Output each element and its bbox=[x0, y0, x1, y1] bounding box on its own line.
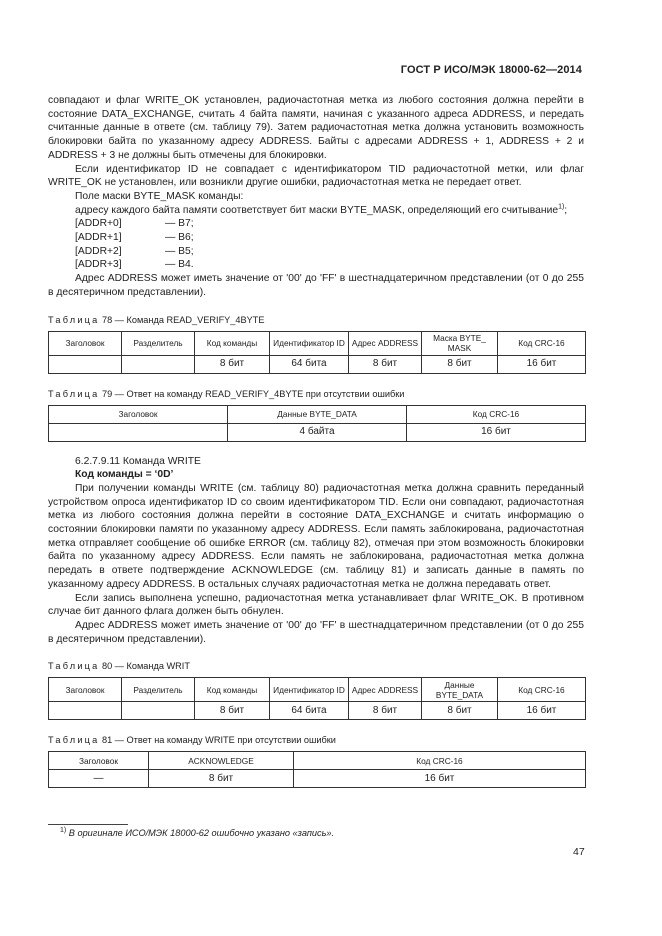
table-78 bbox=[48, 331, 586, 374]
table-header-cell: Разделитель bbox=[122, 678, 195, 702]
table-header-row bbox=[49, 752, 586, 770]
table-header-cell: Код CRC-16 bbox=[294, 752, 586, 770]
paragraph: Если идентификатор ID не совпадает с идентификатором TID радиочастотной метки, или флаг WRITE_OK не установлен, или возникли другие ошибки, радиочастотная метка не передает ответ. bbox=[48, 163, 584, 189]
table-header-cell: Адрес ADDRESS bbox=[349, 331, 422, 355]
table-caption-text: 79 — Ответ на команду READ_VERIFY_4BYTE при отсутствии ошибки bbox=[99, 388, 405, 399]
table-caption bbox=[48, 314, 584, 326]
table-79 bbox=[48, 405, 586, 442]
table-header-cell: Код CRC-16 bbox=[498, 331, 586, 355]
table-header-cell: Код команды bbox=[195, 678, 270, 702]
table-caption-text: 81 — Ответ на команду WRITE при отсутствии ошибки bbox=[99, 735, 336, 746]
table-header-row bbox=[49, 405, 586, 423]
table-cell bbox=[49, 423, 228, 441]
table-cell bbox=[122, 702, 195, 720]
table-cell bbox=[49, 355, 122, 373]
table-cell: 64 бита bbox=[270, 355, 349, 373]
table-cell bbox=[122, 355, 195, 373]
document-header: ГОСТ Р ИСО/МЭК 18000-62—2014 bbox=[400, 64, 582, 76]
paragraph: Поле маски BYTE_MASK команды: bbox=[75, 190, 244, 202]
table-cell: 4 байта bbox=[228, 423, 407, 441]
table-row bbox=[49, 770, 586, 788]
address-bit: — B6; bbox=[165, 232, 194, 244]
footnote bbox=[60, 828, 334, 838]
table-caption bbox=[48, 660, 584, 672]
table-cell: 16 бит bbox=[498, 702, 586, 720]
address-label: [ADDR+0] bbox=[75, 218, 122, 230]
page-number: 47 bbox=[573, 846, 585, 858]
table-cell: 64 бита bbox=[270, 702, 349, 720]
table-header-cell: Идентификатор ID bbox=[270, 678, 349, 702]
table-caption-prefix: Таблица bbox=[48, 735, 100, 746]
address-row bbox=[48, 245, 584, 259]
table-header-cell: Разделитель bbox=[122, 331, 195, 355]
table-cell: 16 бит bbox=[407, 423, 586, 441]
table-header-cell: Заголовок bbox=[49, 331, 122, 355]
address-label: [ADDR+2] bbox=[75, 245, 122, 257]
address-bit: — B4. bbox=[165, 259, 194, 271]
address-row bbox=[48, 258, 584, 272]
address-label: [ADDR+1] bbox=[75, 232, 122, 244]
table-caption-prefix: Таблица bbox=[48, 388, 100, 399]
command-code: Код команды = ‘0D’ bbox=[75, 469, 174, 481]
table-row bbox=[49, 423, 586, 441]
table-caption bbox=[48, 734, 584, 746]
address-list bbox=[48, 217, 584, 272]
table-header-row bbox=[49, 331, 586, 355]
table-81 bbox=[48, 751, 586, 788]
footnote-ref[interactable]: 1) bbox=[558, 203, 565, 211]
table-cell: 8 бит bbox=[349, 355, 422, 373]
table-header-row bbox=[49, 678, 586, 702]
paragraph: Если запись выполнена успешно, радиочастотная метка устанавливает флаг WRITE_OK. В противном случае бит данного флага должен быть обнулен. bbox=[48, 592, 584, 618]
table-header-cell: Данные BYTE_DATA bbox=[228, 405, 407, 423]
table-header-cell: Адрес ADDRESS bbox=[349, 678, 422, 702]
address-row bbox=[48, 217, 584, 231]
table-cell: — bbox=[49, 770, 149, 788]
table-header-cell: Данные BYTE_DATA bbox=[422, 678, 498, 702]
table-cell: 8 бит bbox=[349, 702, 422, 720]
paragraph: совпадают и флаг WRITE_OK установлен, радиочастотная метка из любого состояния должна перейти в состояние DATA_EXCHANGE, считать 4 байта памяти, начиная с указанного адреса ADDRESS, и передать считанные данные в ответе (см. таблицу 79). Затем радиочастотная метка должна установить возможность блокировки байта по указанному адресу ADDRESS. Байты с адресами ADDRESS + 1, ADDRESS + 2 и ADDRESS + 3 не должны быть отмечены для блокировки. bbox=[48, 95, 584, 161]
table-caption-prefix: Таблица bbox=[48, 314, 100, 325]
address-bit: — B5; bbox=[165, 245, 194, 257]
paragraph: Адрес ADDRESS может иметь значение от '00' до 'FF' в шестнадцатеричном представлении (от 0 до 255 в десятеричном представлении). bbox=[48, 273, 584, 298]
table-caption bbox=[48, 388, 584, 400]
table-cell: 16 бит bbox=[498, 355, 586, 373]
address-label: [ADDR+3] bbox=[75, 259, 122, 271]
table-header-cell: Заголовок bbox=[49, 752, 149, 770]
page-content bbox=[48, 94, 584, 788]
table-header-cell: Идентификатор ID bbox=[270, 331, 349, 355]
table-header-cell: Маска BYTE_ MASK bbox=[422, 331, 498, 355]
table-row bbox=[49, 702, 586, 720]
table-header-cell: Заголовок bbox=[49, 405, 228, 423]
table-cell: 8 бит bbox=[195, 702, 270, 720]
address-bit: — B7; bbox=[165, 218, 194, 230]
paragraph bbox=[48, 204, 584, 218]
table-caption-prefix: Таблица bbox=[48, 661, 100, 672]
footnote-divider bbox=[48, 824, 128, 825]
paragraph-end: ; bbox=[564, 204, 568, 216]
table-cell: 8 бит bbox=[149, 770, 294, 788]
section-title: 6.2.7.9.11 Команда WRITE bbox=[75, 455, 201, 467]
table-cell: 16 бит bbox=[294, 770, 586, 788]
footnote-text: В оригинале ИСО/МЭК 18000-62 ошибочно указано «запись». bbox=[66, 828, 335, 838]
table-cell: 8 бит bbox=[195, 355, 270, 373]
table-cell: 8 бит bbox=[422, 355, 498, 373]
address-row bbox=[48, 231, 584, 245]
table-cell bbox=[49, 702, 122, 720]
paragraph: При получении команды WRITE (см. таблицу 80) радиочастотная метка должна сравнить переданный устройством опроса идентификатор ID со своим идентификатором TID. Если они совпадают, радиочастотная метка из любого состояния должна перейти в состояние DATA_EXCHANGE и считать информацию о состоянии блокировки памяти по указанному адресу ADDRESS. Если память заблокирована, радиочастотная метка отправляет сообщение об ошибке ERROR (см. таблицу 82), отмечая при этом возможность блокировки байта по указанному адресу ADDRESS. Если память не заблокирована, радиочастотная метка должна передать в ответе подтверждение ACKNOWLEDGE (см. таблицу 81) и записать данные в память по указанному адресу ADDRESS. В остальных случаях радиочастотная метка не должна передавать ответ. bbox=[48, 482, 584, 590]
table-header-cell: ACKNOWLEDGE bbox=[149, 752, 294, 770]
footnote-mark: 1) bbox=[60, 826, 67, 834]
table-header-cell: Код CRC-16 bbox=[407, 405, 586, 423]
table-row bbox=[49, 355, 586, 373]
table-80 bbox=[48, 677, 586, 720]
paragraph: Адрес ADDRESS может иметь значение от '00' до 'FF' в шестнадцатеричном представлении (от 0 до 255 в десятеричном представлении). bbox=[48, 619, 584, 645]
table-cell: 8 бит bbox=[422, 702, 498, 720]
table-caption-text: 80 — Команда WRIT bbox=[99, 661, 190, 672]
table-header-cell: Заголовок bbox=[49, 678, 122, 702]
table-header-cell: Код команды bbox=[195, 331, 270, 355]
table-header-cell: Код CRC-16 bbox=[498, 678, 586, 702]
table-caption-text: 78 — Команда READ_VERIFY_4BYTE bbox=[99, 314, 265, 325]
paragraph-text: адресу каждого байта памяти соответствует бит маски BYTE_MASK, определяющий его считывание bbox=[75, 204, 559, 216]
